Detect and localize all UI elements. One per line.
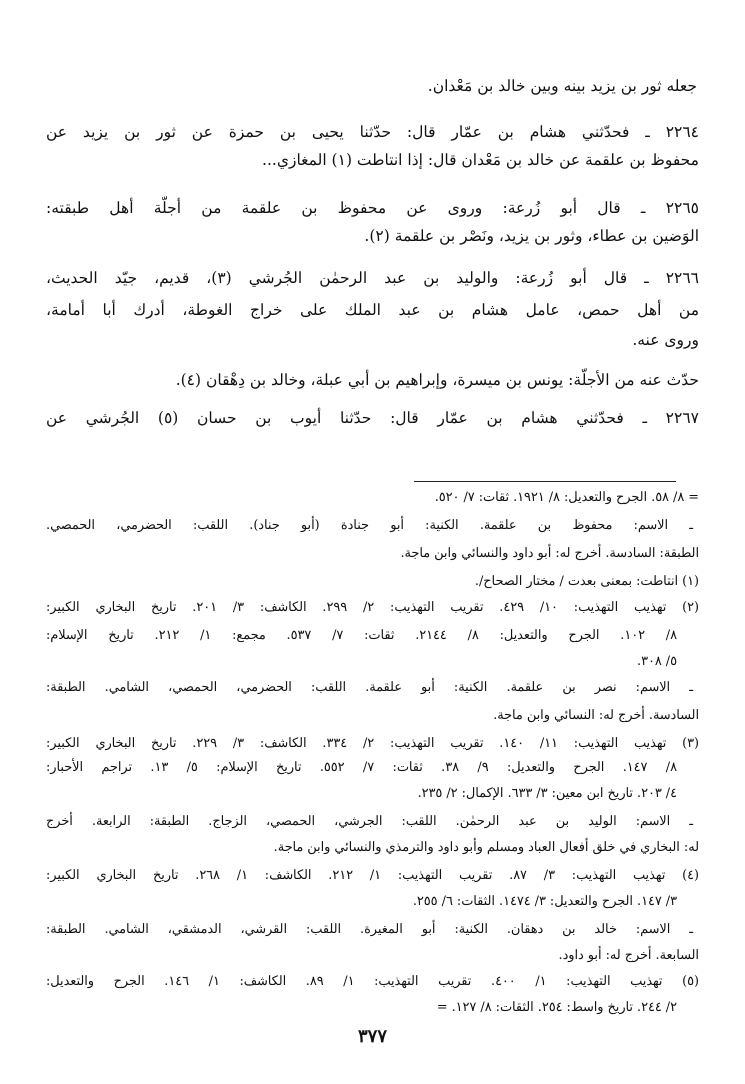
- footnote-line: (٣) تهذيب التهذيب: ١١/ ١٤٠. تقريب التهذيب: ٢/ ٣٣٤. الكاشف: ٣/ ٢٢٩. تاريخ البخاري الكبير:: [46, 736, 700, 751]
- footnote-line: السابعة. أخرج له: أبو داود.: [558, 948, 699, 963]
- footnote-line: ـ الاسم: الوليد بن عبد الرحمٰن. اللقب: الجرشي، الحمصي، الزجاج. الطبقة: الرابعة. أخرج: [46, 814, 693, 829]
- footnote-line: ٣/ ١٤٧. الجرح والتعديل: ٣/ ١٤٧٤. الثقات: ٦/ ٢٥٥.: [412, 894, 677, 909]
- main-line-3: محفوظ بن علقمة عن خالد بن مَعْدان قال: إذا انتاطت (١) المغازي...: [262, 151, 699, 169]
- main-line-2: ٢٢٦٤ ـ فحدّثني هشام بن عمّار قال: حدّثنا يحيى بن حمزة عن ثور بن يزيد عن: [46, 123, 699, 141]
- main-line-1: جعله ثور بن يزيد بينه وبين خالد بن مَعْدان.: [427, 77, 697, 95]
- main-line-4: ٢٢٦٥ ـ قال أبو زُرعة: وروى عن محفوظ بن علقمة من أجلّة أهل طبقته:: [46, 199, 699, 217]
- footnote-line: (٥) تهذيب التهذيب: ١/ ٤٠٠. تقريب التهذيب: ١/ ٨٩. الكاشف: ١/ ١٤٦. الجرح والتعديل:: [46, 974, 700, 989]
- footnote-line: = ٨/ ٥٨. الجرح والتعديل: ٨/ ١٩٢١. ثقات: ٧/ ٥٢٠.: [434, 490, 699, 505]
- main-line-6: ٢٢٦٦ ـ قال أبو زُرعة: والوليد بن عبد الرحمٰن الجُرشي (٣)، قديم، جيّد الحديث،: [46, 269, 699, 287]
- footnote-line: ٤/ ٢٠٣. تاريخ ابن معين: ٣/ ٦٣٣. الإكمال: ٢/ ٢٣٥.: [417, 786, 677, 801]
- main-line-7: من أهل حمص، عامل هشام بن عبد الملك على خراج الغوطة، أدرك أبا أمامة،: [46, 301, 699, 319]
- page-number: ٣٧٧: [357, 1026, 387, 1047]
- footnote-line: (٤) تهذيب التهذيب: ٣/ ٨٧. تقريب التهذيب: ١/ ٢١٢. الكاشف: ١/ ٢٦٨. تاريخ البخاري الكبير:: [46, 868, 699, 883]
- main-line-9: حدّث عنه من الأجلّة: يونس بن ميسرة، وإبراهيم بن أبي عبلة، وخالد بن دِهْقان (٤).: [175, 371, 699, 389]
- footnote-line: ـ الاسم: نصر بن علقمة. الكنية: أبو علقمة. اللقب: الحضرمي، الحمصي، الشامي. الطبقة:: [46, 680, 693, 695]
- footnote-line: السادسة. أخرج له: النسائي وابن ماجة.: [493, 708, 699, 723]
- main-line-5: الوَضين بن عطاء، وثور بن يزيد، ونَصْر بن علقمة (٢).: [364, 227, 699, 245]
- footnote-line: (١) انتاطت: بمعنى بعدت / مختار الصحاح/.: [474, 574, 699, 589]
- footnote-line: له: البخاري في خلق أفعال العباد ومسلم وأبو داود والترمذي والنسائي وابن ماجة.: [273, 840, 699, 855]
- main-line-10: ٢٢٦٧ ـ فحدّثني هشام بن عمّار قال: حدّثنا أيوب بن حسان (٥) الجُرشي عن: [46, 409, 699, 427]
- footnote-line: ـ الاسم: خالد بن دهقان. الكنية: أبو المغيرة. اللقب: القرشي، الدمشقي، الشامي. الطبقة:: [46, 922, 693, 937]
- footnote-line: ٥/ ٣٠٨.: [637, 654, 677, 669]
- main-line-8: وروى عنه.: [632, 331, 699, 349]
- footnote-line: (٢) تهذيب التهذيب: ١٠/ ٤٢٩. تقريب التهذيب: ٢/ ٢٩٩. الكاشف: ٣/ ٢٠١. تاريخ البخاري الكبير:: [46, 600, 700, 615]
- footnote-line: الطبقة: السادسة. أخرج له: أبو داود والنسائي وابن ماجة.: [400, 546, 699, 561]
- footnote-separator: [414, 481, 676, 482]
- footnote-line: ـ الاسم: محفوظ بن علقمة. الكنية: أبو جنادة (أبو جناد). اللقب: الحضرمي، الحمصي.: [46, 518, 693, 533]
- footnote-line: ٨/ ١٤٧. الجرح والتعديل: ٩/ ٣٨. ثقات: ٧/ ٥٥٢. تاريخ الإسلام: ٥/ ١٣. تراجم الأحبار:: [46, 760, 677, 775]
- footnote-line: ٨/ ١٠٢. الجرح والتعديل: ٨/ ٢١٤٤. ثقات: ٧/ ٥٣٧. مجمع: ١/ ٢١٢. تاريخ الإسلام:: [46, 628, 677, 643]
- footnote-line: ٢/ ٢٤٤. تاريخ واسط: ٢٥٤. الثقات: ٨/ ١٢٧. =: [436, 1000, 677, 1015]
